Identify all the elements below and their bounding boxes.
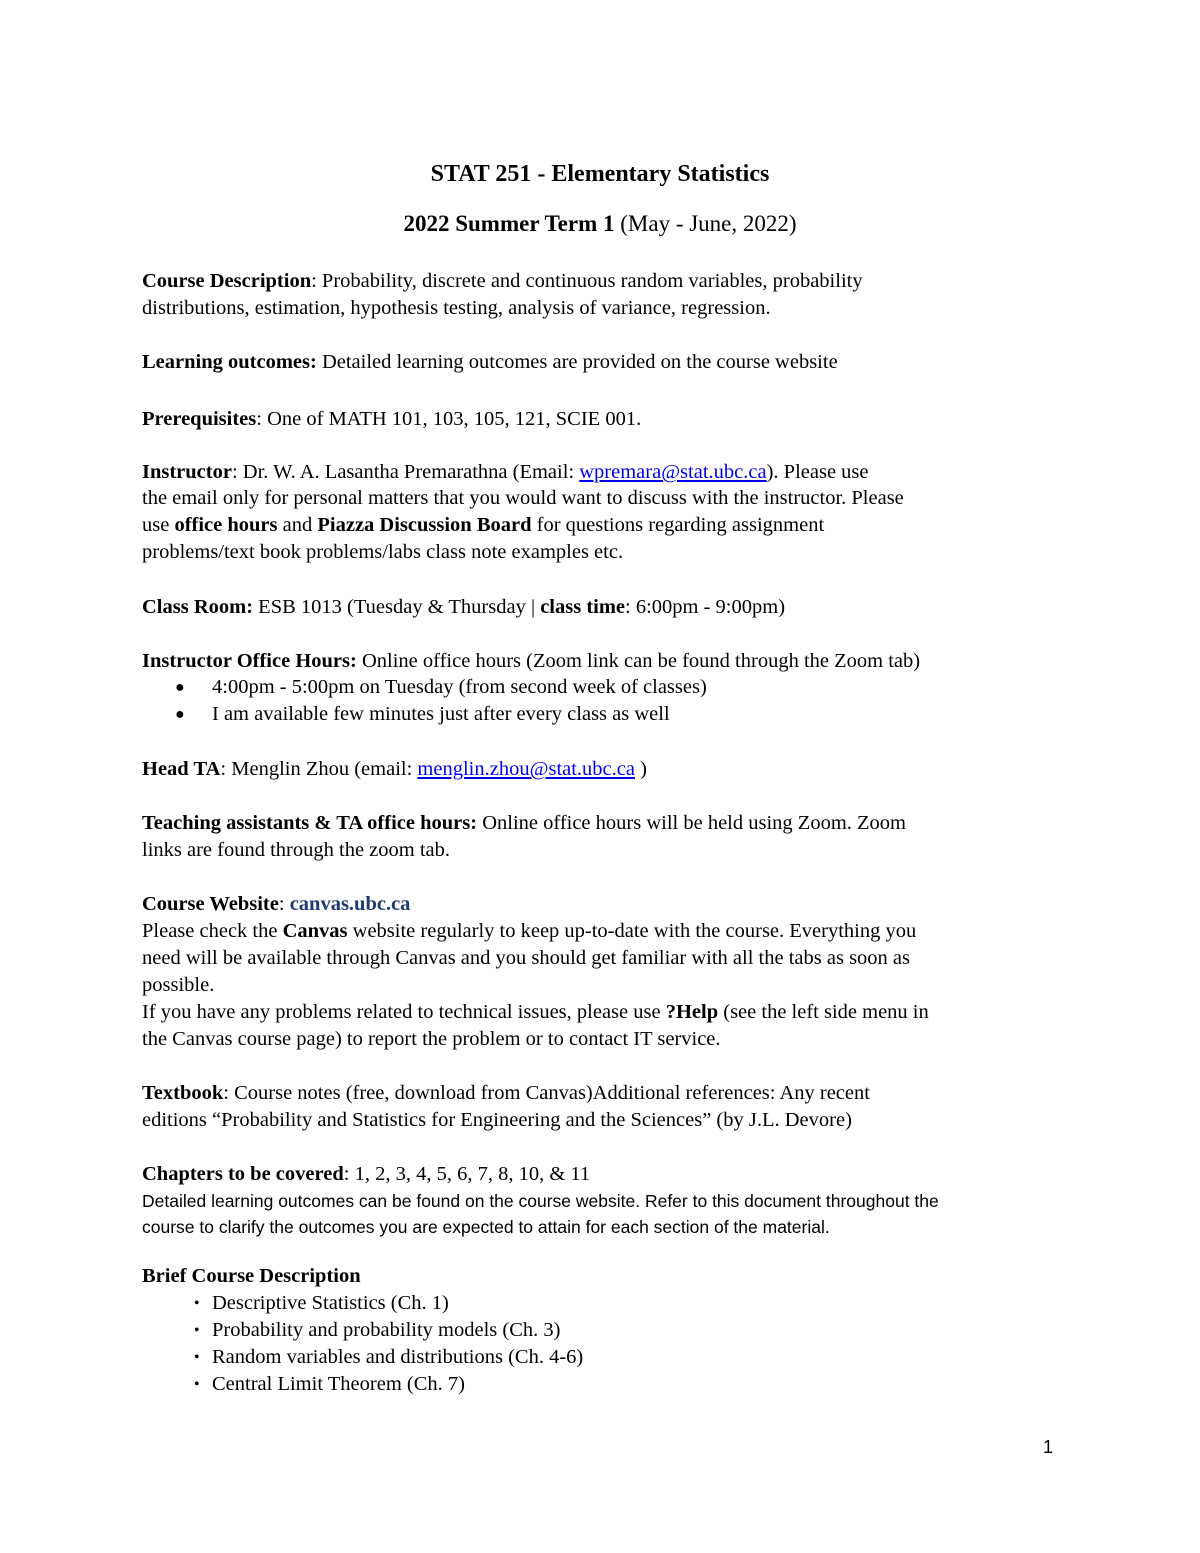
head-ta-email-link[interactable]: menglin.zhou@stat.ubc.ca <box>417 758 635 780</box>
instructor-email-link[interactable]: wpremara@stat.ubc.ca <box>579 461 767 483</box>
term-subtitle <box>0 211 1200 237</box>
textbook-label: Textbook <box>142 1082 224 1104</box>
page-title: STAT 251 - Elementary Statistics <box>430 161 770 187</box>
brief-item: Probability and probability models (Ch. 3) <box>212 1319 561 1341</box>
chapters-note-line2: course to clarify the outcomes you are expected to attain for each section of the material. <box>142 1217 830 1237</box>
course-website-label: Course Website <box>142 893 279 915</box>
class-room: Class Room: ESB 1013 (Tuesday & Thursday | class time: 6:00pm - 9:00pm) <box>142 596 786 618</box>
course-website-line3: need will be available through Canvas and you should get familiar with all the tabs as soon as <box>142 947 910 969</box>
office-hours-item: I am available few minutes just after every class as well <box>212 703 670 725</box>
learning-outcomes: Learning outcomes: Detailed learning outcomes are provided on the course website <box>142 351 838 373</box>
course-website: Course Website: canvas.ubc.ca <box>142 893 411 915</box>
head-ta: Head TA: Menglin Zhou (email: menglin.zhou@stat.ubc.ca ) <box>142 758 647 780</box>
course-description: Course Description: Probability, discrete and continuous random variables, probability <box>142 270 863 292</box>
bullet-icon: • <box>194 1322 200 1339</box>
course-website-line6: the Canvas course page) to report the problem or to contact IT service. <box>142 1028 721 1050</box>
instructor: Instructor: Dr. W. A. Lasantha Premarathna (Email: wpremara@stat.ubc.ca). Please use <box>142 461 869 483</box>
canvas-link[interactable]: canvas.ubc.ca <box>289 893 411 915</box>
course-description-line2: distributions, estimation, hypothesis testing, analysis of variance, regression. <box>142 297 771 319</box>
bullet-icon: • <box>194 1376 200 1393</box>
chapters: Chapters to be covered: 1, 2, 3, 4, 5, 6, 7, 8, 10, & 11 <box>142 1163 591 1185</box>
brief-item: Descriptive Statistics (Ch. 1) <box>212 1292 449 1314</box>
term-label: 2022 Summer Term 1 <box>403 211 615 236</box>
textbook: Textbook: Course notes (free, download from Canvas)Additional references: Any recent <box>142 1082 870 1104</box>
course-website-line4: possible. <box>142 974 215 996</box>
course-website-line2: Please check the Canvas website regularly to keep up-to-date with the course. Everything you <box>142 920 917 942</box>
textbook-line2: editions “Probability and Statistics for Engineering and the Sciences” (by J.L. Devore) <box>142 1109 852 1131</box>
office-hours: Instructor Office Hours: Online office hours (Zoom link can be found through the Zoom tab) <box>142 650 921 672</box>
instructor-label: Instructor <box>142 461 232 483</box>
chapters-label: Chapters to be covered <box>142 1163 344 1185</box>
instructor-line2: the email only for personal matters that you would want to discuss with the instructor. Please <box>142 487 904 509</box>
class-room-label: Class Room: <box>142 596 254 618</box>
brief-item: Random variables and distributions (Ch. 4-6) <box>212 1346 584 1368</box>
course-description-label: Course Description <box>142 270 312 292</box>
chapters-note-line1: Detailed learning outcomes can be found on the course website. Refer to this document throughout the <box>142 1191 939 1211</box>
teaching-assistants-label: Teaching assistants & TA office hours: <box>142 812 478 834</box>
prerequisites: Prerequisites: One of MATH 101, 103, 105, 121, SCIE 001. <box>142 408 642 430</box>
bullet-icon: • <box>194 1295 200 1312</box>
bullet-icon: ● <box>175 679 185 696</box>
bullet-icon: ● <box>175 706 185 723</box>
class-time-label: class time <box>540 596 626 618</box>
brief-item: Central Limit Theorem (Ch. 7) <box>212 1373 465 1395</box>
brief-description-heading: Brief Course Description <box>142 1265 361 1287</box>
page-number: 1 <box>1043 1437 1054 1457</box>
head-ta-label: Head TA <box>142 758 221 780</box>
office-hours-item: 4:00pm - 5:00pm on Tuesday (from second week of classes) <box>212 676 707 698</box>
office-hours-label: Instructor Office Hours: <box>142 650 357 672</box>
term-dates: (May - June, 2022) <box>614 211 797 236</box>
teaching-assistants-line2: links are found through the zoom tab. <box>142 839 451 861</box>
teaching-assistants: Teaching assistants & TA office hours: Online office hours will be held using Zoom. Zoom <box>142 812 906 834</box>
learning-outcomes-label: Learning outcomes: <box>142 351 317 373</box>
instructor-line3: use office hours and Piazza Discussion Board for questions regarding assignment <box>142 514 825 536</box>
prerequisites-label: Prerequisites <box>142 408 257 430</box>
course-website-line5: If you have any problems related to technical issues, please use ?Help (see the left side menu in <box>142 1001 929 1023</box>
bullet-icon: • <box>194 1349 200 1366</box>
instructor-line4: problems/text book problems/labs class note examples etc. <box>142 541 624 563</box>
